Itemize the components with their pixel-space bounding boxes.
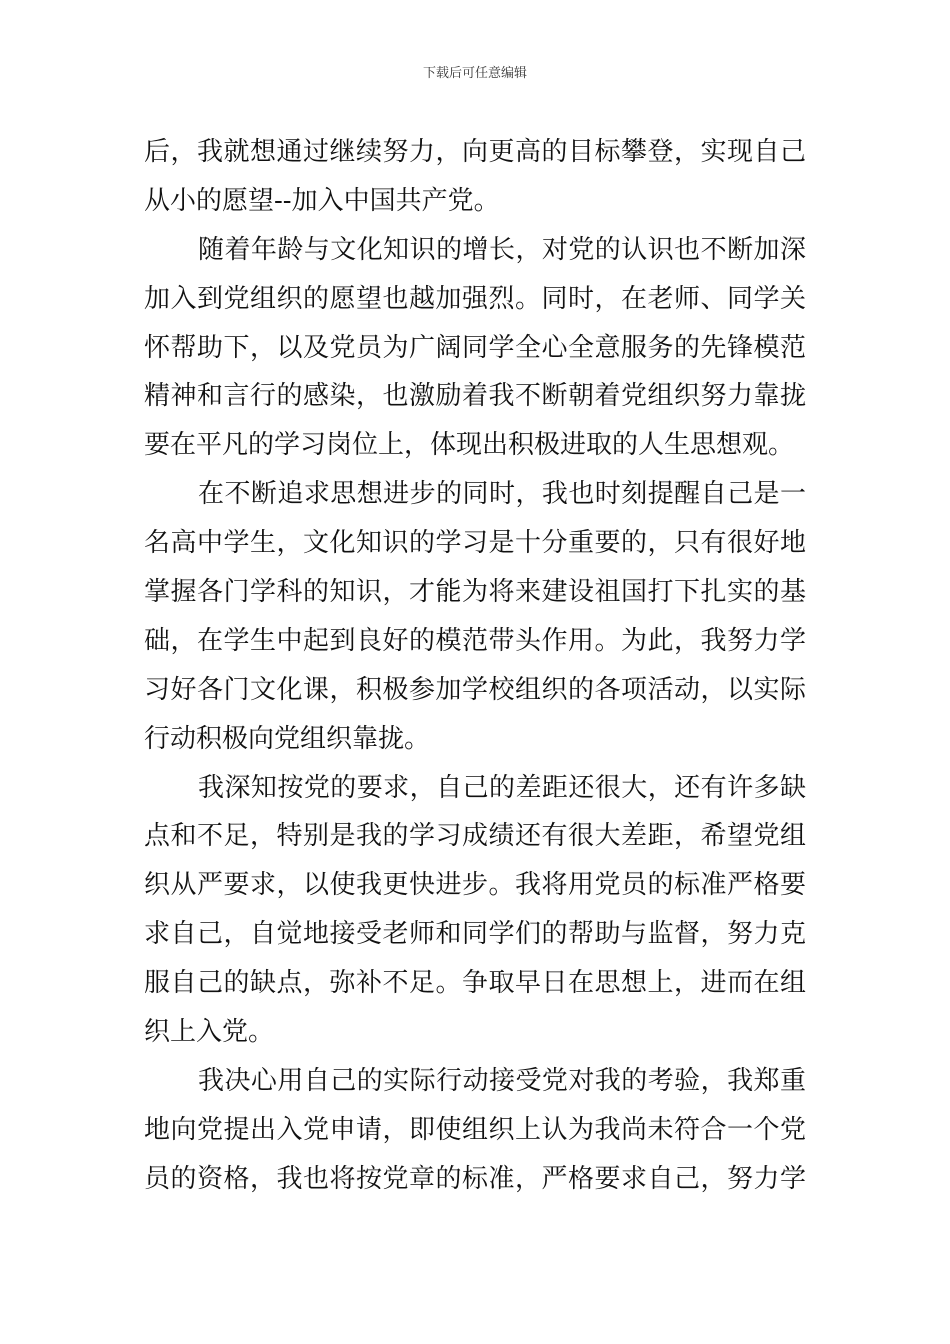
text-line: 织上入党。 <box>144 1017 275 1048</box>
text-line: 从小的愿望--加入中国共产党。 <box>144 185 500 216</box>
text-line: 要在平凡的学习岗位上，体现出积极进取的人生思想观。 <box>144 430 795 461</box>
text-line: 点和不足，特别是我的学习成绩还有很大差距，希望党组 <box>144 821 806 852</box>
text-line: 我决心用自己的实际行动接受党对我的考验，我郑重 <box>198 1065 806 1096</box>
text-line: 习好各门文化课，积极参加学校组织的各项活动，以实际 <box>144 674 806 705</box>
text-line: 础，在学生中起到良好的模范带头作用。为此，我努力学 <box>144 625 806 656</box>
text-line: 行动积极向党组织靠拢。 <box>144 723 431 754</box>
document-body <box>144 128 806 1204</box>
text-line: 织从严要求，以使我更快进步。我将用党员的标准严格要 <box>144 870 806 901</box>
text-line: 地向党提出入党申请，即使组织上认为我尚未符合一个党 <box>144 1114 806 1145</box>
text-line: 名高中学生，文化知识的学习是十分重要的，只有很好地 <box>144 528 806 559</box>
text-line: 精神和言行的感染，也激励着我不断朝着党组织努力靠拢 <box>144 381 806 412</box>
text-line: 我深知按党的要求，自己的差距还很大，还有许多缺 <box>198 772 806 803</box>
text-line: 员的资格，我也将按党章的标准，严格要求自己，努力学 <box>144 1163 806 1194</box>
text-line: 服自己的缺点，弥补不足。争取早日在思想上，进而在组 <box>144 968 806 999</box>
text-line: 随着年龄与文化知识的增长，对党的认识也不断加深 <box>198 234 806 265</box>
text-line: 掌握各门学科的知识，才能为将来建设祖国打下扎实的基 <box>144 577 806 608</box>
page-header: 下载后可任意编辑 <box>422 66 527 81</box>
text-line: 加入到党组织的愿望也越加强烈。同时，在老师、同学关 <box>144 283 806 314</box>
text-line: 后，我就想通过继续努力，向更高的目标攀登，实现自己 <box>144 137 806 167</box>
text-line: 求自己，自觉地接受老师和同学们的帮助与监督，努力克 <box>144 919 806 950</box>
text-line: 怀帮助下，以及党员为广阔同学全心全意服务的先锋模范 <box>144 332 806 363</box>
text-line: 在不断追求思想进步的同时，我也时刻提醒自己是一 <box>198 479 806 510</box>
